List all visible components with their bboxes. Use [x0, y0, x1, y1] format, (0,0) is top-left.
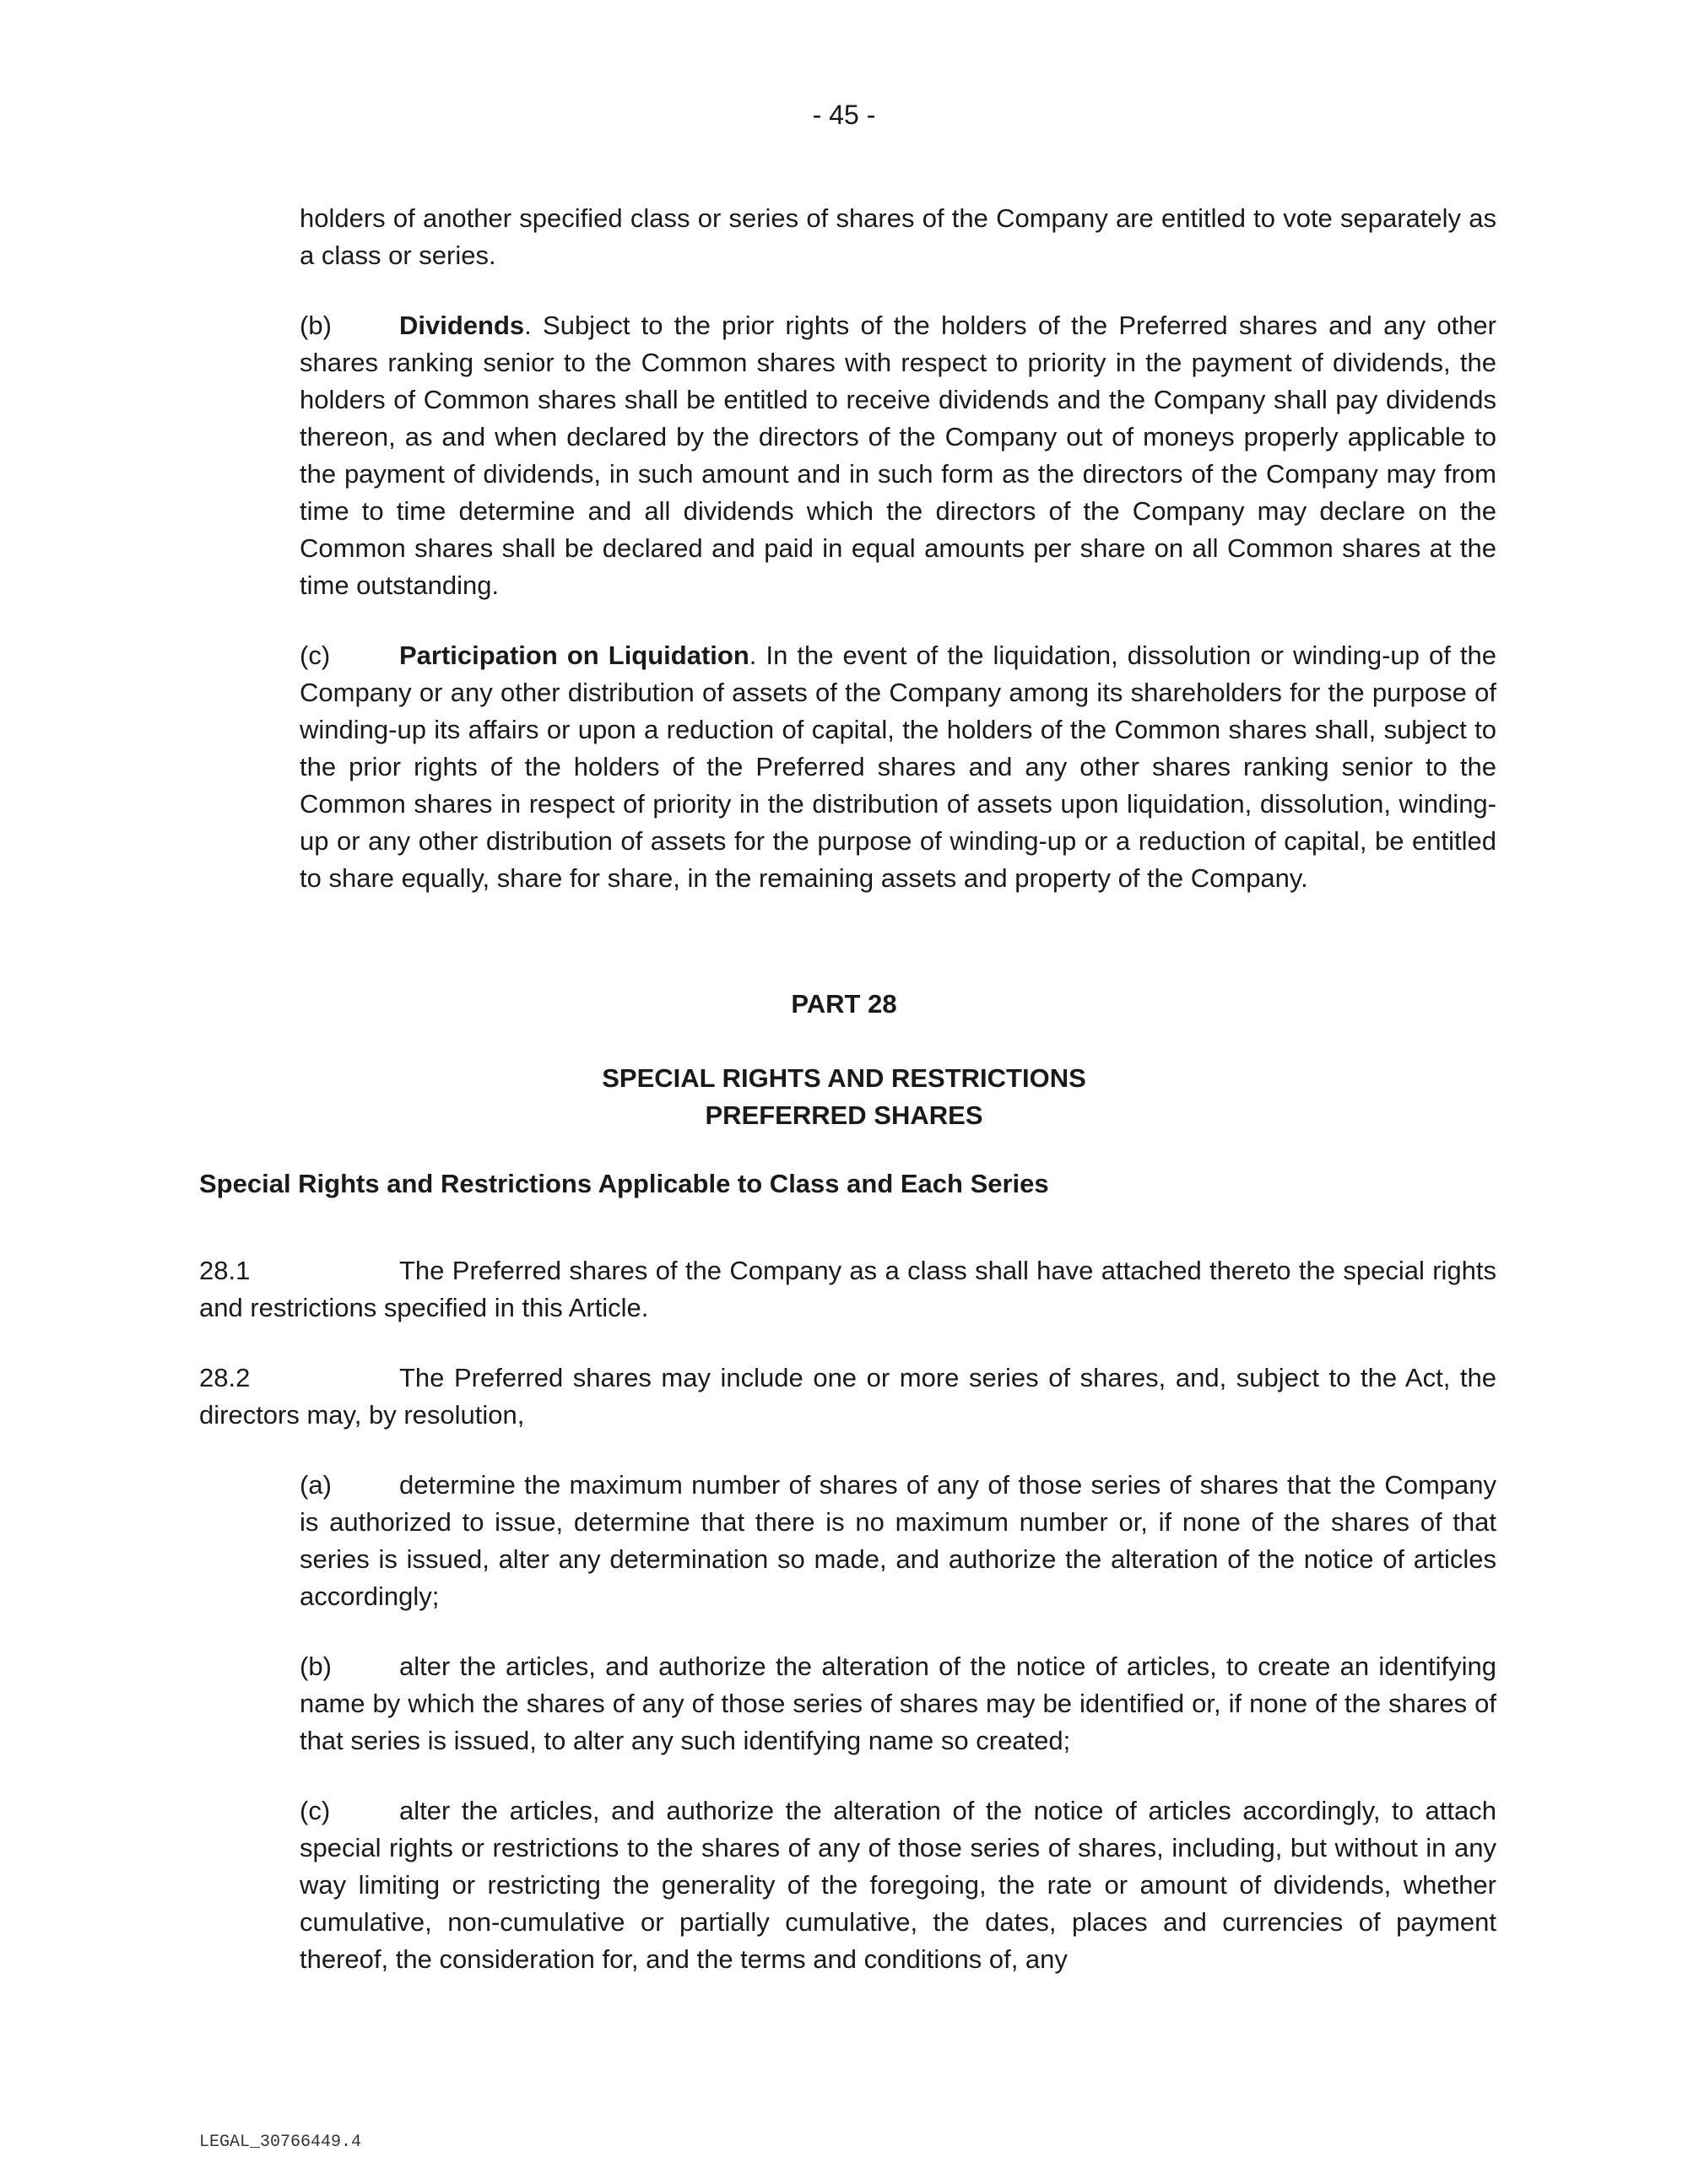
subparagraph-c [300, 1792, 1496, 1978]
subparagraph-label: (b) [300, 1652, 332, 1681]
subparagraph-text: alter the articles, and authorize the alteration of the notice of articles, to create an identifying name by which the shares of any of those series of shares may be identified or, if none of the shares of that series is issued, to alter any such identifying name so created; [300, 1652, 1496, 1755]
subparagraph-text: determine the maximum number of shares of any of those series of shares that the Company is authorized to issue, determine that there is no maximum number or, if none of the shares of that series is issued, alter any determination so made, and authorize the alteration of the notice of articles accordingly; [300, 1470, 1496, 1611]
subparagraph-label: (c) [300, 1796, 331, 1825]
subparagraph-text: alter the articles, and authorize the alteration of the notice of articles accordingly, to attach special rights or restrictions to the shares of any of those series of shares, including, but without in any way limiting or restricting the generality of the foregoing, the rate or amount of dividends, whether cumulative, non-cumulative or partially cumulative, the dates, places and currencies of payment thereof, the consideration for, and the terms and conditions of, any [300, 1796, 1496, 1974]
paragraph-heading: Participation on Liquidation [399, 641, 749, 670]
part-subtitle-1: SPECIAL RIGHTS AND RESTRICTIONS [602, 1063, 1086, 1093]
paragraph-b-dividends [300, 307, 1496, 604]
paragraph-label: (c) [300, 641, 331, 670]
part-subtitle-2: PREFERRED SHARES [705, 1100, 983, 1130]
section-heading: Special Rights and Restrictions Applicable to Class and Each Series [199, 1169, 1049, 1198]
subparagraph-a [300, 1467, 1496, 1615]
paragraph-label: (b) [300, 311, 332, 340]
paragraph-28-1 [199, 1252, 1496, 1327]
paragraph-heading: Dividends [399, 311, 525, 340]
subparagraph-b [300, 1648, 1496, 1760]
subparagraph-label: (a) [300, 1470, 332, 1500]
paragraph-28-2 [199, 1360, 1496, 1434]
document-footer-id: LEGAL_30766449.4 [199, 2133, 362, 2152]
paragraph-text: The Preferred shares may include one or more series of shares, and, subject to the Act, the directors may, by resolution, [199, 1363, 1496, 1430]
paragraph-number: 28.2 [199, 1363, 251, 1392]
part-title: PART 28 [791, 989, 897, 1019]
paragraph-number: 28.1 [199, 1256, 251, 1285]
paragraph-text: The Preferred shares of the Company as a class shall have attached thereto the special rights and restrictions specified in this Article. [199, 1256, 1496, 1322]
paragraph-continuation [300, 200, 1496, 274]
paragraph-text: . In the event of the liquidation, dissolution or winding-up of the Company or any other distribution of assets of the Company among its shareholders for the purpose of winding-up its affairs or upon a reduction of capital, the holders of the Common shares shall, subject to the prior rights of the holders of the Preferred shares and any other shares ranking senior to the Common shares in respect of priority in the distribution of assets upon liquidation, dissolution, winding-up or any other distribution of assets for the purpose of winding-up or a reduction of capital, be entitled to share equally, share for share, in the remaining assets and property of the Company. [300, 641, 1496, 893]
paragraph-text: . Subject to the prior rights of the holders of the Preferred shares and any other shares ranking senior to the Common shares with respect to priority in the payment of dividends, the holders of Common shares shall be entitled to receive dividends and the Company shall pay dividends thereon, as and when declared by the directors of the Company out of moneys properly applicable to the payment of dividends, in such amount and in such form as the directors of the Company may from time to time determine and all dividends which the directors of the Company may declare on the Common shares shall be declared and paid in equal amounts per share on all Common shares at the time outstanding. [300, 311, 1496, 600]
page-number: - 45 - [812, 100, 876, 130]
paragraph-c-liquidation [300, 637, 1496, 897]
paragraph-continuation-text: holders of another specified class or series of shares of the Company are entitled to vote separately as a class or series. [300, 203, 1496, 270]
